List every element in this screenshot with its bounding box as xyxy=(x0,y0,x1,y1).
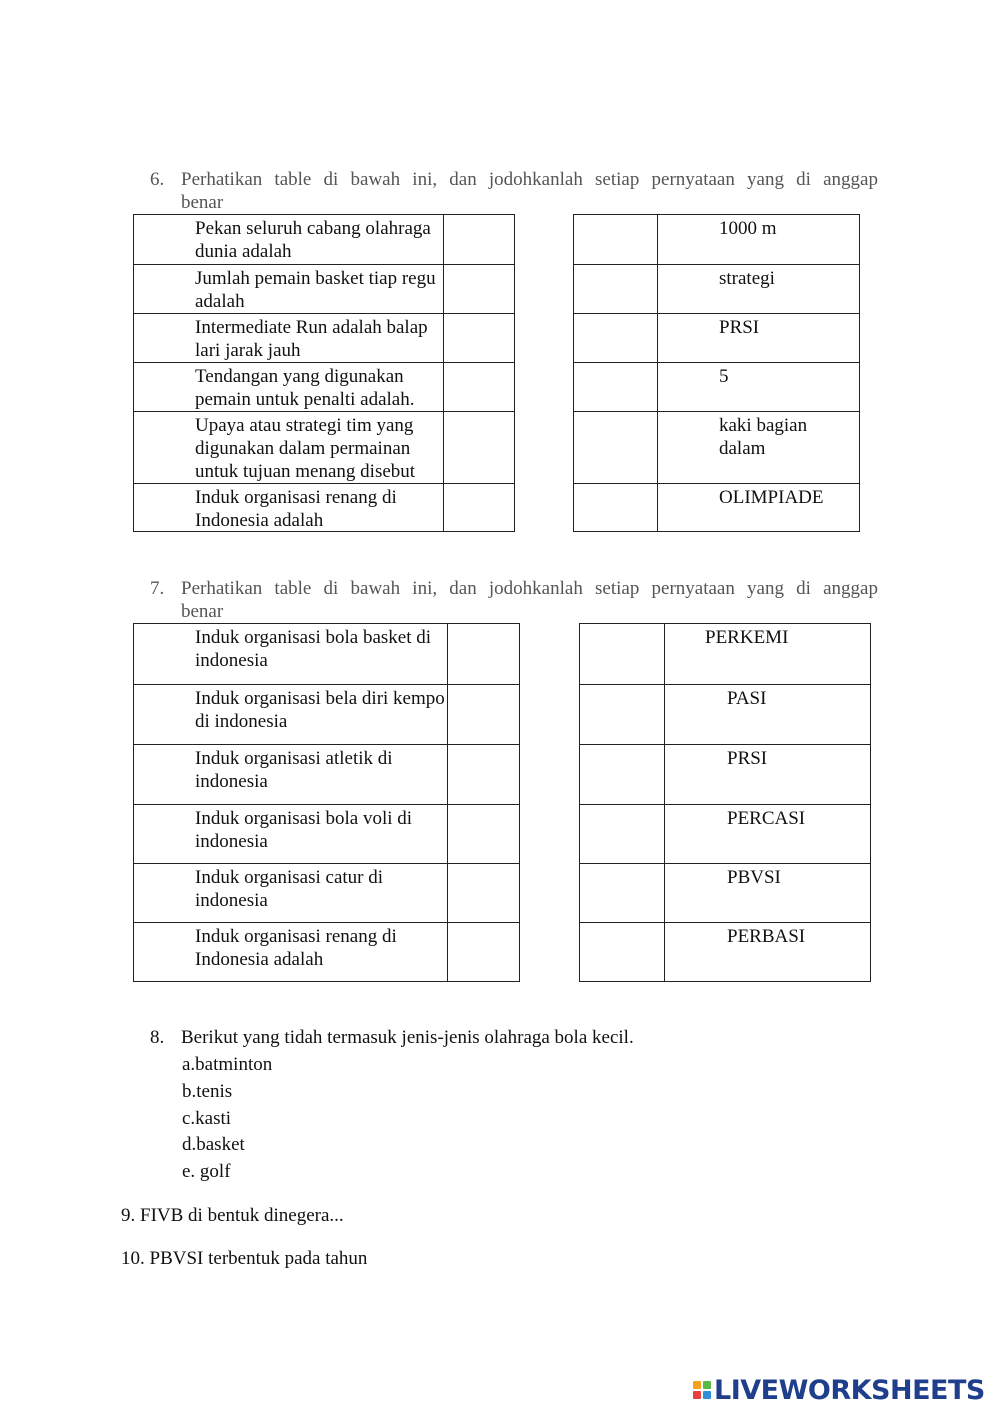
q6-right-slot[interactable] xyxy=(573,362,658,412)
q6-right-cell xyxy=(657,411,860,484)
q9-question: 9. FIVB di bentuk dinegera... xyxy=(121,1205,344,1226)
q7-left-slot[interactable] xyxy=(447,863,520,923)
q7-left-text: Induk organisasi bela diri kempo di indonesia xyxy=(195,688,445,732)
logo-tile xyxy=(703,1381,711,1389)
q8-text: Berikut yang tidah termasuk jenis-jenis olahraga bola kecil. xyxy=(181,1027,634,1048)
q6-left-text: Jumlah pemain basket tiap regu adalah xyxy=(195,268,436,312)
q7-right-text: PASI xyxy=(727,688,767,709)
q7-left-slot[interactable] xyxy=(447,623,520,685)
q7-number: 7. xyxy=(150,578,165,599)
q6-left-slot[interactable] xyxy=(443,483,515,532)
q7-left-cell xyxy=(133,744,448,805)
q6-left-text: Induk organisasi renang di Indonesia adalah xyxy=(195,487,397,531)
logo-mark-icon xyxy=(693,1381,711,1399)
q7-left-text: Induk organisasi renang di Indonesia adalah xyxy=(195,926,397,970)
q6-right-text: 1000 m xyxy=(719,218,777,239)
q8-option: c.kasti xyxy=(182,1108,232,1129)
q6-left-cell xyxy=(133,313,444,363)
q6-left-cell xyxy=(133,362,444,412)
q6-left-slot[interactable] xyxy=(443,214,515,265)
q6-left-slot[interactable] xyxy=(443,411,515,484)
q7-right-cell xyxy=(664,623,871,685)
q7-left-cell xyxy=(133,804,448,864)
liveworksheets-logo xyxy=(693,1375,985,1405)
q6-left-text: Pekan seluruh cabang olahraga dunia adalah xyxy=(195,218,431,262)
q6-left-slot[interactable] xyxy=(443,264,515,314)
q6-right-slot[interactable] xyxy=(573,214,658,265)
q6-left-cell xyxy=(133,483,444,532)
q8-number: 8. xyxy=(150,1027,165,1048)
q7-left-slot[interactable] xyxy=(447,922,520,982)
q7-right-slot[interactable] xyxy=(579,804,665,864)
q7-title xyxy=(150,577,878,623)
q7-left-slot[interactable] xyxy=(447,804,520,864)
q7-left-text: Induk organisasi bola basket di indonesia xyxy=(195,627,432,671)
q7-right-cell xyxy=(664,922,871,982)
logo-tile xyxy=(703,1391,711,1399)
q7-left-cell xyxy=(133,684,448,745)
q7-right-text: PERBASI xyxy=(727,926,806,947)
logo-tile xyxy=(693,1391,701,1399)
q6-left-slot[interactable] xyxy=(443,313,515,363)
q6-right-cell xyxy=(657,214,860,265)
q7-right-slot[interactable] xyxy=(579,744,665,805)
q7-right-text: PRSI xyxy=(727,748,768,769)
q7-right-slot[interactable] xyxy=(579,623,665,685)
q8-option: e. golf xyxy=(182,1161,231,1182)
q6-right-cell xyxy=(657,264,860,314)
logo-tile xyxy=(693,1381,701,1389)
q6-right-slot[interactable] xyxy=(573,483,658,532)
q7-left-text: Induk organisasi catur di indonesia xyxy=(195,867,384,911)
q7-right-text: PERKEMI xyxy=(705,627,789,648)
q8-option: b.tenis xyxy=(182,1081,233,1102)
q7-right-text: PERCASI xyxy=(727,808,806,829)
q7-right-slot[interactable] xyxy=(579,684,665,745)
q8-option: d.basket xyxy=(182,1134,245,1155)
q6-right-text: OLIMPIADE xyxy=(719,487,824,508)
q6-right-cell xyxy=(657,362,860,412)
q6-left-cell xyxy=(133,214,444,265)
q7-left-cell xyxy=(133,922,448,982)
q6-right-text: PRSI xyxy=(719,317,760,338)
q7-right-slot[interactable] xyxy=(579,922,665,982)
q7-right-text: PBVSI xyxy=(727,867,781,888)
q6-right-text: strategi xyxy=(719,268,775,289)
brand-name: LIVEWORKSHEETS xyxy=(714,1374,985,1406)
q6-right-text: 5 xyxy=(719,366,729,387)
q6-left-text: Upaya atau strategi tim yang digunakan dalam permainan untuk tujuan menang disebut xyxy=(195,415,416,482)
q7-title-line1: Perhatikan table di bawah ini, dan jodohkanlah setiap pernyataan yang di anggap xyxy=(181,578,878,599)
q6-left-cell xyxy=(133,264,444,314)
q7-right-cell xyxy=(664,804,871,864)
q7-left-slot[interactable] xyxy=(447,744,520,805)
q6-left-text: Tendangan yang digunakan pemain untuk penalti adalah. xyxy=(195,366,415,410)
q8-option: a.batminton xyxy=(182,1054,273,1075)
q7-left-cell xyxy=(133,863,448,923)
q7-right-cell xyxy=(664,744,871,805)
q10-question: 10. PBVSI terbentuk pada tahun xyxy=(121,1248,368,1269)
q7-right-cell xyxy=(664,684,871,745)
q6-right-cell xyxy=(657,313,860,363)
q6-left-text: Intermediate Run adalah balap lari jarak jauh xyxy=(195,317,428,361)
q6-title-line1: Perhatikan table di bawah ini, dan jodohkanlah setiap pernyataan yang di anggap xyxy=(181,169,878,190)
q7-left-text: Induk organisasi atletik di indonesia xyxy=(195,748,393,792)
q7-right-cell xyxy=(664,863,871,923)
q6-right-slot[interactable] xyxy=(573,264,658,314)
q7-left-text: Induk organisasi bola voli di indonesia xyxy=(195,808,413,852)
q6-left-slot[interactable] xyxy=(443,362,515,412)
q7-left-cell xyxy=(133,623,448,685)
q7-right-slot[interactable] xyxy=(579,863,665,923)
q6-right-text: kaki bagian dalam xyxy=(719,415,808,459)
q7-title-line2: benar xyxy=(181,601,224,622)
q7-left-slot[interactable] xyxy=(447,684,520,745)
q6-title-line2: benar xyxy=(181,192,224,213)
q6-right-slot[interactable] xyxy=(573,313,658,363)
q6-left-cell xyxy=(133,411,444,484)
q6-right-slot[interactable] xyxy=(573,411,658,484)
q6-title xyxy=(150,168,878,214)
q6-right-cell xyxy=(657,483,860,532)
q8-question xyxy=(150,1026,634,1049)
q6-number: 6. xyxy=(150,169,165,190)
